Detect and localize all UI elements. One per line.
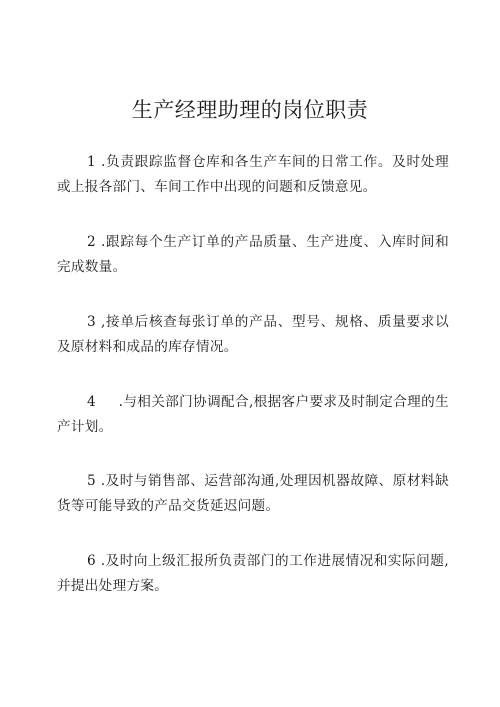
duty-item-number: 1 <box>87 154 96 170</box>
duty-item-number: 5 <box>87 473 96 489</box>
duty-item-number: 6 <box>87 553 96 569</box>
duty-item-text: ,接单后核查每张订单的产品、型号、规格、质量要求以及原材料和成品的库存情况。 <box>57 314 449 355</box>
duty-item-5 <box>57 469 449 519</box>
duty-item-1 <box>57 150 449 200</box>
duty-item-6 <box>57 549 449 599</box>
duty-item-text: .与相关部门协调配合,根据客户要求及时制定合理的生产计划。 <box>57 394 449 435</box>
duty-item-text: .及时与销售部、运营部沟通,处理因机器故障、原材料缺货等可能导致的产品交货延迟问题。 <box>57 473 449 514</box>
duty-item-text: .跟踪每个生产订单的产品质量、生产进度、入库时间和完成数量。 <box>57 234 449 275</box>
duty-item-text: .负责跟踪监督仓库和各生产车间的日常工作。及时处理或上报各部门、车间工作中出现的问题和反馈意见。 <box>57 154 449 195</box>
duty-item-text: .及时向上级汇报所负责部门的工作进展情况和实际问题,并提出处理方案。 <box>57 553 449 594</box>
duty-item-4 <box>57 390 449 440</box>
duty-item-number: 3 <box>87 314 96 330</box>
duty-item-number: 2 <box>87 234 96 250</box>
duty-item-3 <box>57 310 449 360</box>
document-title: 生产经理助理的岗位职责 <box>131 98 369 122</box>
duty-item-2 <box>57 230 449 280</box>
duty-item-number: 4 <box>87 394 96 410</box>
